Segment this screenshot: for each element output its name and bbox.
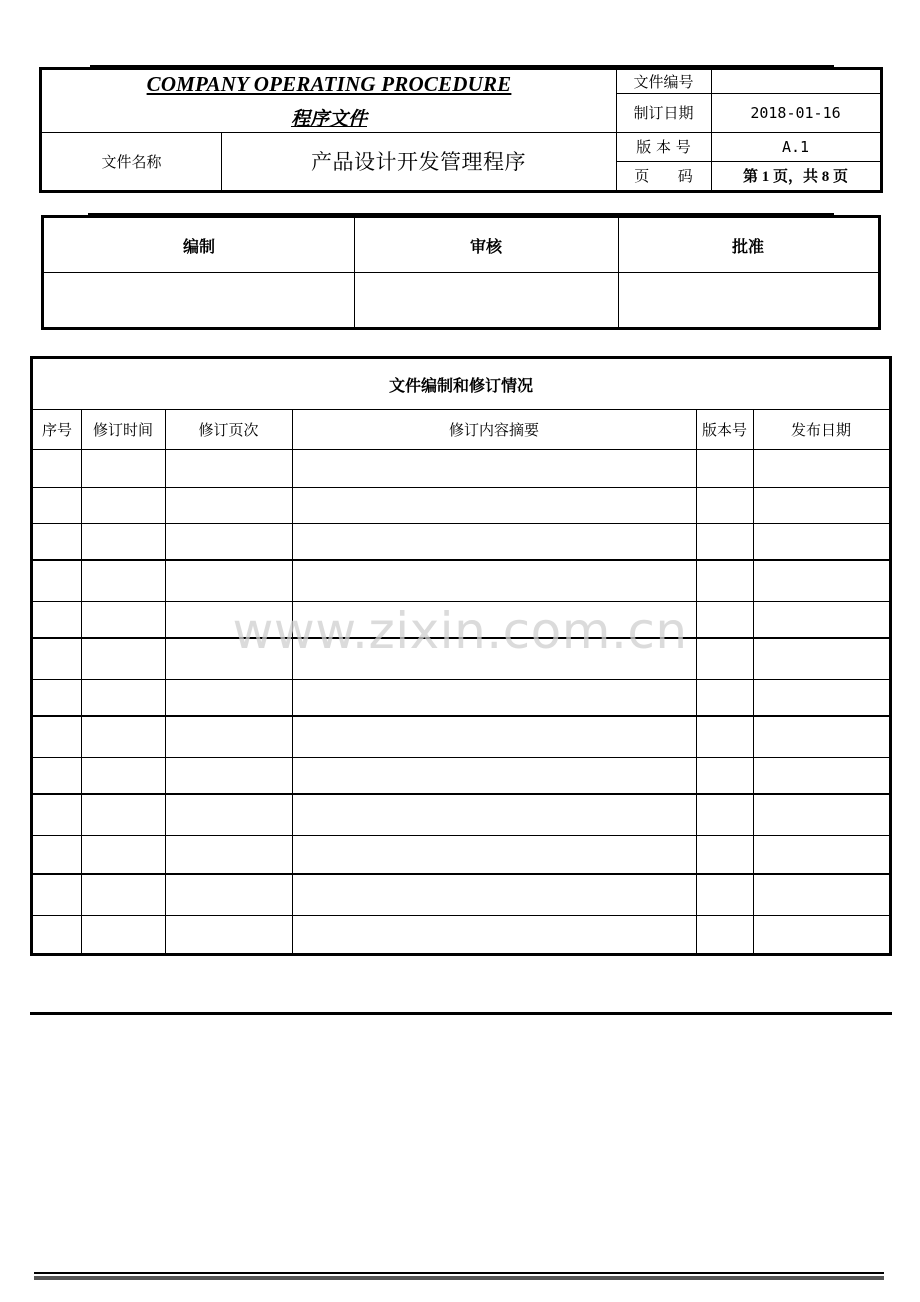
table-cell [696,637,753,679]
table-cell [292,559,696,601]
table-cell [33,523,81,559]
table-cell [81,679,165,715]
col-header-version: 版本号 [701,420,747,439]
company-title: COMPANY OPERATING PROCEDURE [146,72,512,96]
table-cell [753,835,889,873]
version-label: 版 本 号 [636,138,691,156]
version-value: A.1 [781,137,810,156]
table-cell [165,523,292,559]
table-row [33,873,889,915]
table-cell [81,449,165,487]
footer-rule [34,1272,884,1274]
table-cell [81,873,165,915]
table-cell [696,835,753,873]
table-cell [33,679,81,715]
table-cell [81,559,165,601]
table-cell [696,559,753,601]
table-cell [292,757,696,793]
table-cell [292,915,696,953]
table-cell [753,757,889,793]
table-row [33,793,889,835]
table-cell [33,757,81,793]
table-cell [292,835,696,873]
approval-divider [44,272,878,273]
table-row [33,715,889,757]
table-cell [753,873,889,915]
table-cell [81,637,165,679]
table-cell [33,487,81,523]
table-row [33,559,889,601]
revision-date-label: 制订日期 [633,104,694,122]
table-cell [696,487,753,523]
review-header: 审核 [469,236,502,256]
table-cell [292,793,696,835]
table-cell [165,793,292,835]
table-cell [81,835,165,873]
document-header-table [39,67,883,193]
table-cell [753,793,889,835]
compile-header: 编制 [182,236,215,256]
col-header-revision-pages: 修订页次 [198,420,259,439]
table-cell [81,757,165,793]
table-cell [696,873,753,915]
table-row [33,523,889,559]
revision-date-value: 2018-01-16 [750,103,841,122]
table-cell [292,601,696,637]
section-separator [30,1012,892,1015]
table-cell [33,793,81,835]
table-cell [292,449,696,487]
table-cell [696,915,753,953]
table-cell [81,915,165,953]
table-cell [33,559,81,601]
table-cell [292,715,696,757]
table-cell [753,915,889,953]
table-cell [696,679,753,715]
revision-table-title: 文件编制和修订情况 [388,375,533,395]
page-label: 页 码 [634,167,693,185]
table-cell [33,715,81,757]
col-header-revision-time: 修订时间 [92,420,153,439]
table-row [33,757,889,793]
table-cell [753,449,889,487]
table-cell [292,679,696,715]
table-cell [165,757,292,793]
table-cell [292,523,696,559]
table-cell [753,601,889,637]
table-cell [165,487,292,523]
table-cell [696,523,753,559]
col-header-seq: 序号 [41,420,72,439]
table-cell [165,835,292,873]
table-cell [33,449,81,487]
table-cell [696,449,753,487]
col-header-revision-summary: 修订内容摘要 [448,420,539,439]
table-cell [292,487,696,523]
document-name: 产品设计开发管理程序 [311,150,526,174]
table-row [33,637,889,679]
footer-rule [34,1276,884,1280]
page-number-value: 第 1 页，共 8 页 [742,169,848,185]
table-cell [81,487,165,523]
table-cell [165,601,292,637]
approval-table [41,215,881,330]
table-cell [81,601,165,637]
table-row [33,601,889,637]
table-cell [696,715,753,757]
table-cell [696,601,753,637]
table-cell [33,873,81,915]
table-row [33,915,889,953]
table-cell [165,715,292,757]
table-row [33,487,889,523]
file-name-label: 文件名称 [101,152,162,171]
revision-history-table [30,356,892,956]
table-row [33,449,889,487]
table-cell [165,915,292,953]
header-top-rule [90,65,834,67]
table-cell [81,523,165,559]
table-cell [33,601,81,637]
table-cell [753,637,889,679]
table-cell [696,793,753,835]
table-cell [753,679,889,715]
table-cell [753,523,889,559]
table-row [33,835,889,873]
approve-header: 批准 [731,236,764,256]
table-cell [753,487,889,523]
table-cell [33,835,81,873]
file-number-label: 文件编号 [633,73,694,91]
site-watermark: www.zixin.com.cn [232,602,688,660]
approval-top-rule [88,213,834,215]
table-cell [165,679,292,715]
table-cell [33,915,81,953]
table-cell [33,637,81,679]
table-row [33,679,889,715]
file-number-value [711,70,880,93]
program-document-label: 程序文件 [290,108,367,130]
table-cell [696,757,753,793]
table-cell [81,715,165,757]
table-cell [165,873,292,915]
table-cell [165,637,292,679]
table-cell [292,637,696,679]
table-cell [292,873,696,915]
table-cell [165,449,292,487]
table-cell [753,715,889,757]
table-cell [753,559,889,601]
col-header-release-date: 发布日期 [790,420,851,439]
table-cell [165,559,292,601]
table-cell [81,793,165,835]
